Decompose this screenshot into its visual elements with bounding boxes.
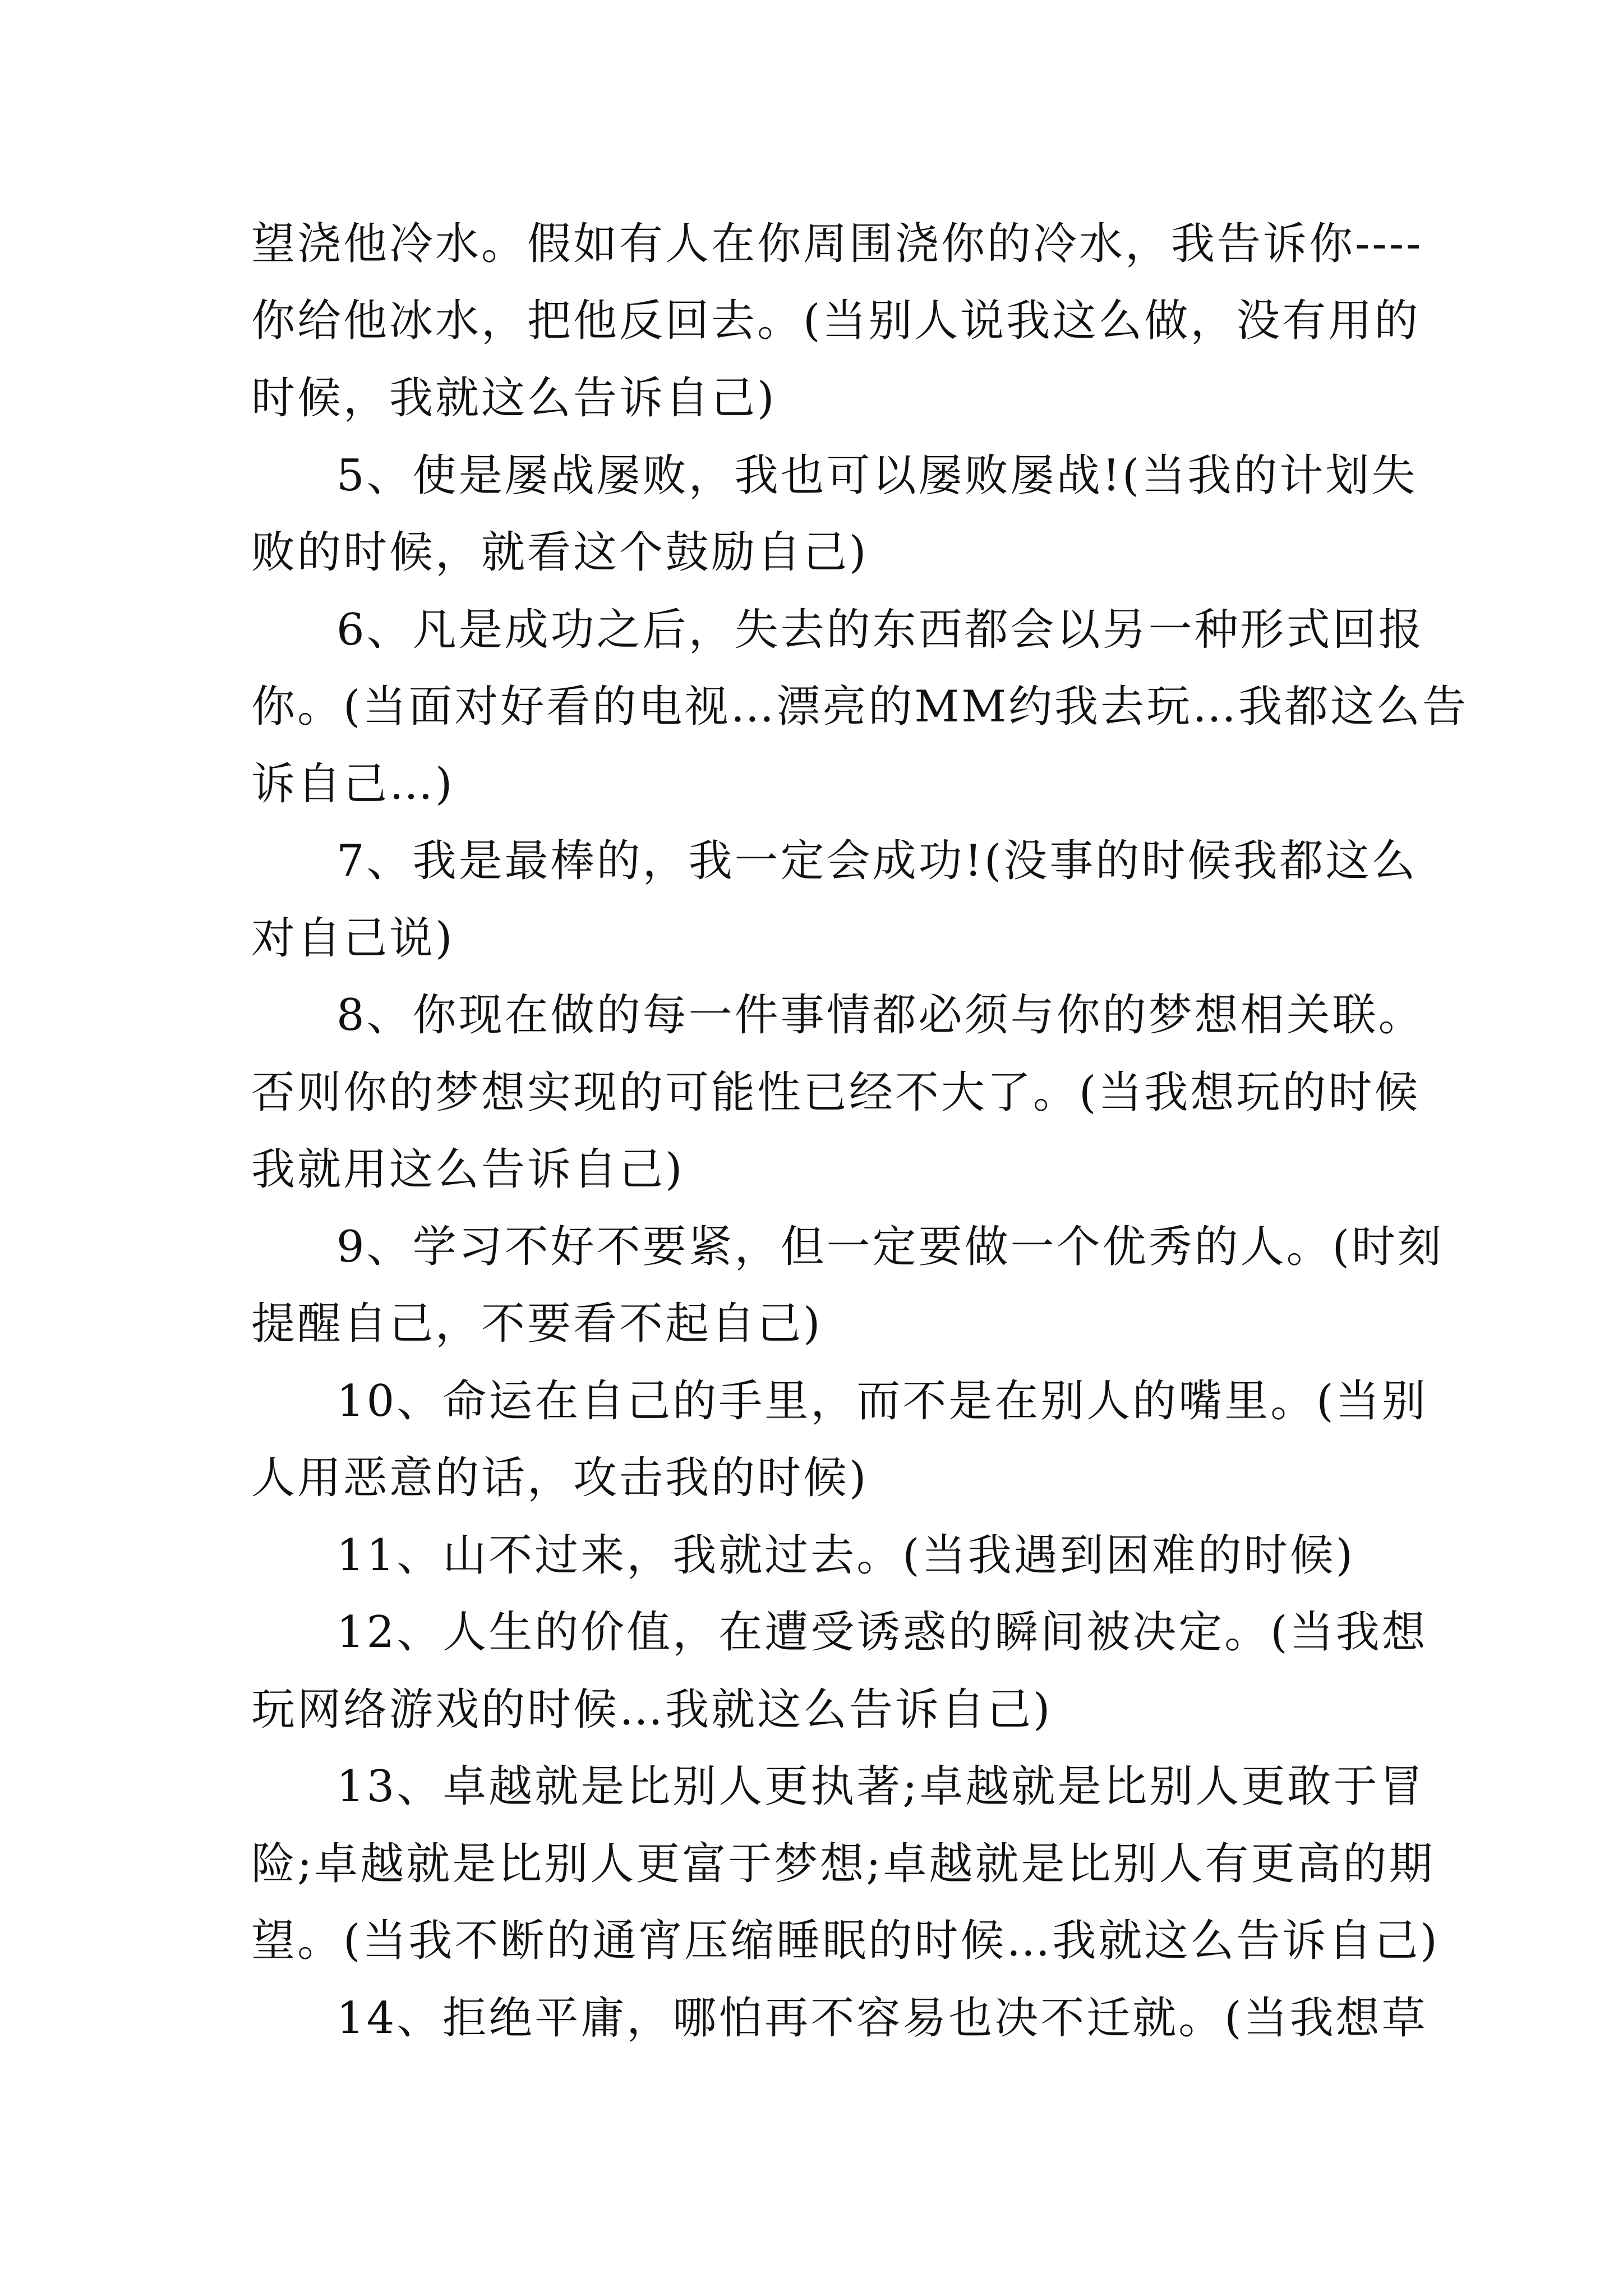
- text-line: 诉自己…): [251, 759, 455, 809]
- text-line: 人用恶意的话，攻击我的时候): [251, 1453, 869, 1503]
- text-line: 你给他冰水，把他反回去。(当别人说我这么做，没有用的: [251, 296, 1421, 346]
- text-line: 败的时候，就看这个鼓励自己): [251, 527, 869, 578]
- text-line: 对自己说): [251, 913, 455, 964]
- paragraph-start-8: 8、你现在做的每一件事情都必须与你的梦想相关联。: [336, 990, 1424, 1041]
- paragraph-start-12: 12、人生的价值，在遭受诱惑的瞬间被决定。(当我想: [336, 1607, 1428, 1658]
- text-line: 我就用这么告诉自己): [251, 1144, 685, 1195]
- paragraph-start-10: 10、命运在自己的手里，而不是在别人的嘴里。(当别: [336, 1376, 1428, 1427]
- text-line: 望浇他冷水。假如有人在你周围浇你的冷水，我告诉你----: [251, 219, 1423, 269]
- text-line: 时候，我就这么告诉自己): [251, 373, 777, 424]
- text-line: 险;卓越就是比别人更富于梦想;卓越就是比别人有更高的期: [251, 1839, 1435, 1889]
- text-line: 你。(当面对好看的电视…漂亮的MM约我去玩…我都这么告: [251, 682, 1469, 732]
- paragraph-start-5: 5、使是屡战屡败，我也可以屡败屡战!(当我的计划失: [336, 450, 1418, 501]
- paragraph-start-11: 11、山不过来，我就过去。(当我遇到困难的时候): [336, 1530, 1355, 1581]
- paragraph-start-13: 13、卓越就是比别人更执著;卓越就是比别人更敢于冒: [336, 1761, 1426, 1812]
- paragraph-start-9: 9、学习不好不要紧，但一定要做一个优秀的人。(时刻: [336, 1222, 1444, 1272]
- text-line: 提醒自己，不要看不起自己): [251, 1299, 823, 1349]
- text-line: 望。(当我不断的通宵压缩睡眠的时候…我就这么告诉自己): [251, 1916, 1440, 1966]
- paragraph-start-7: 7、我是最棒的，我一定会成功!(没事的时候我都这么: [336, 836, 1418, 886]
- text-line: 玩网络游戏的时候…我就这么告诉自己): [251, 1685, 1053, 1735]
- paragraph-start-6: 6、凡是成功之后，失去的东西都会以另一种形式回报: [336, 605, 1424, 655]
- text-line: 否则你的梦想实现的可能性已经不大了。(当我想玩的时候: [251, 1068, 1421, 1118]
- paragraph-start-14: 14、拒绝平庸，哪怕再不容易也决不迁就。(当我想草: [336, 1993, 1428, 2044]
